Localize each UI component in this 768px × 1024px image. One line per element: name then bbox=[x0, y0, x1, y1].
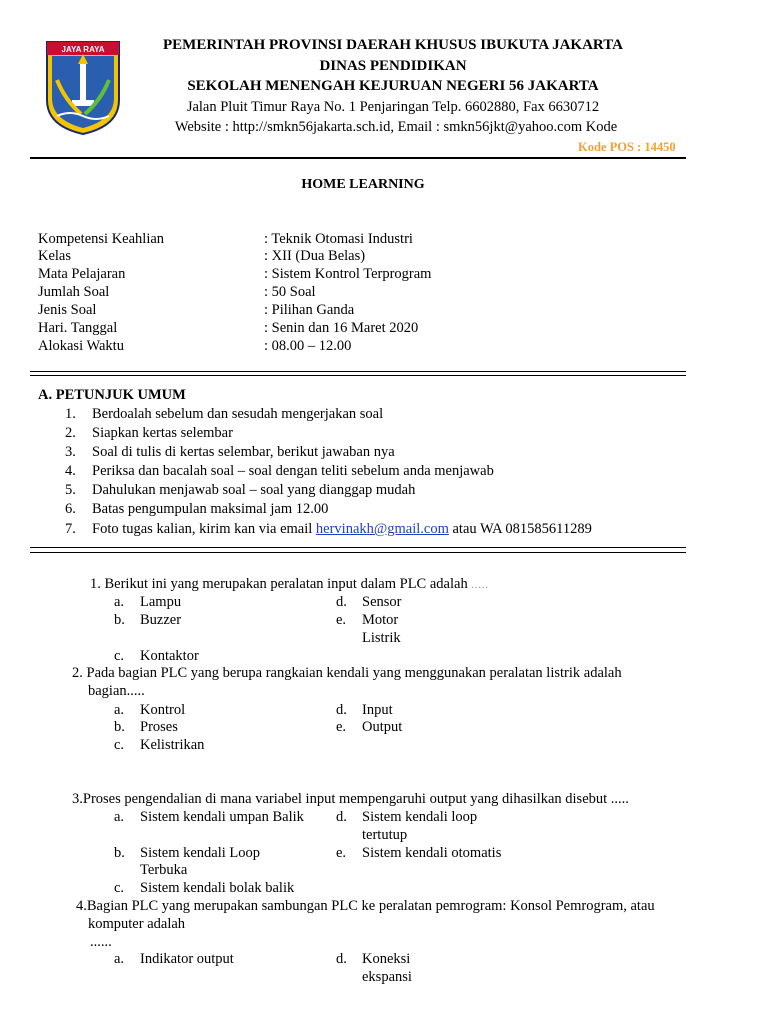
option-text: Kelistrikan bbox=[140, 737, 205, 753]
header-divider bbox=[30, 157, 686, 159]
option-letter: d. bbox=[336, 702, 347, 718]
question-stem-cont: bagian..... bbox=[88, 683, 145, 699]
option-text-cont: Terbuka bbox=[140, 862, 188, 878]
option-text-cont: Listrik bbox=[362, 630, 401, 646]
info-label: Alokasi Waktu bbox=[38, 338, 124, 354]
option-letter: b. bbox=[114, 845, 125, 861]
list-number: 5. bbox=[65, 482, 76, 498]
option-letter: c. bbox=[114, 648, 125, 664]
list-item: Batas pengumpulan maksimal jam 12.00 bbox=[92, 501, 329, 517]
option-text: Sensor bbox=[362, 594, 402, 610]
info-value: : Sistem Kontrol Terprogram bbox=[264, 266, 432, 282]
option-text: Motor bbox=[362, 612, 399, 628]
info-label: Mata Pelajaran bbox=[38, 266, 126, 282]
list-item: Periksa dan bacalah soal – soal dengan teliti sebelum anda menjawab bbox=[92, 463, 494, 479]
info-divider-2 bbox=[30, 375, 686, 376]
question-stem-cont: komputer adalah bbox=[88, 916, 186, 932]
info-label: Kompetensi Keahlian bbox=[38, 231, 165, 247]
option-letter: b. bbox=[114, 612, 125, 628]
header-address: Jalan Pluit Timur Raya No. 1 Penjaringan Telp. 6602880, Fax 6630712 bbox=[186, 99, 600, 115]
question-stem bbox=[90, 576, 489, 593]
list-item: Soal di tulis di kertas selembar, berikut jawaban nya bbox=[92, 444, 395, 460]
option-letter: d. bbox=[336, 809, 347, 825]
option-letter: e. bbox=[336, 719, 347, 735]
wa-text: atau WA 081585611289 bbox=[448, 521, 592, 537]
jakarta-logo bbox=[45, 40, 121, 136]
info-label: Jumlah Soal bbox=[38, 284, 110, 300]
page-title: HOME LEARNING bbox=[301, 177, 425, 192]
option-letter: a. bbox=[114, 594, 125, 610]
header-line-1: PEMERINTAH PROVINSI DAERAH KHUSUS IBUKUTA JAKARTA bbox=[163, 37, 623, 53]
email-link[interactable]: hervinakh@gmail.com bbox=[315, 521, 449, 537]
option-text: Output bbox=[362, 719, 403, 735]
option-text: Kontrol bbox=[140, 702, 186, 718]
option-letter: a. bbox=[114, 702, 125, 718]
header-line-2: DINAS PENDIDIKAN bbox=[319, 58, 467, 74]
option-text: Koneksi bbox=[362, 951, 411, 967]
option-letter: a. bbox=[114, 951, 125, 967]
option-text: Sistem kendali Loop bbox=[140, 845, 261, 861]
info-value: : 50 Soal bbox=[264, 284, 316, 300]
list-item: Dahulukan menjawab soal – soal yang dianggap mudah bbox=[92, 482, 416, 498]
option-letter: d. bbox=[336, 951, 347, 967]
info-value: : 08.00 – 12.00 bbox=[264, 338, 352, 354]
header-line-3: SEKOLAH MENENGAH KEJURUAN NEGERI 56 JAKARTA bbox=[187, 78, 599, 94]
section-divider-1 bbox=[30, 547, 686, 548]
kode-pos: Kode POS : 14450 bbox=[578, 140, 676, 154]
header-website: Website : http://smkn56jakarta.sch.id, Email : smkn56jkt@yahoo.com Kode bbox=[174, 119, 618, 135]
section-divider-2 bbox=[30, 552, 686, 553]
option-text: Buzzer bbox=[140, 612, 182, 628]
question-stem: 2. Pada bagian PLC yang berupa rangkaian kendali yang menggunakan peralatan listrik adalah bbox=[72, 665, 622, 681]
info-value: : Pilihan Ganda bbox=[264, 302, 355, 318]
option-letter: c. bbox=[114, 880, 125, 896]
instructions-heading: A. PETUNJUK UMUM bbox=[38, 387, 186, 403]
option-text: Sistem kendali otomatis bbox=[362, 845, 502, 861]
info-label: Jenis Soal bbox=[38, 302, 97, 318]
info-divider-1 bbox=[30, 371, 686, 372]
list-number: 6. bbox=[65, 501, 76, 517]
info-label: Hari. Tanggal bbox=[38, 320, 118, 336]
option-text: Proses bbox=[140, 719, 178, 735]
list-item: Berdoalah sebelum dan sesudah mengerjakan soal bbox=[92, 406, 384, 422]
question-stem: 3.Proses pengendalian di mana variabel input mempengaruhi output yang dihasilkan disebut ..... bbox=[72, 791, 629, 807]
list-number: 7. bbox=[65, 521, 76, 537]
option-letter: a. bbox=[114, 809, 125, 825]
option-text: Sistem kendali bolak balik bbox=[140, 880, 295, 896]
option-text-cont: tertutup bbox=[362, 827, 408, 843]
option-text: Input bbox=[362, 702, 393, 718]
option-letter: d. bbox=[336, 594, 347, 610]
option-text: Kontaktor bbox=[140, 648, 199, 664]
list-number: 3. bbox=[65, 444, 76, 460]
option-letter: e. bbox=[336, 845, 347, 861]
info-value: : XII (Dua Belas) bbox=[264, 248, 366, 264]
option-text: Sistem kendali loop bbox=[362, 809, 478, 825]
info-value: : Senin dan 16 Maret 2020 bbox=[264, 320, 419, 336]
list-number: 1. bbox=[65, 406, 76, 422]
list-item bbox=[92, 521, 592, 538]
question-dots: ...... bbox=[90, 934, 112, 950]
question-dots: ..... bbox=[471, 580, 489, 591]
question-text: 1. Berikut ini yang merupakan peralatan input dalam PLC adalah bbox=[90, 576, 468, 592]
option-letter: b. bbox=[114, 719, 125, 735]
option-letter: e. bbox=[336, 612, 347, 628]
info-value: : Teknik Otomasi Industri bbox=[264, 231, 413, 247]
option-letter: c. bbox=[114, 737, 125, 753]
info-label: Kelas bbox=[38, 248, 72, 264]
logo-text: JAYA RAYA bbox=[61, 45, 105, 54]
option-text-cont: ekspansi bbox=[362, 969, 412, 985]
list-number: 2. bbox=[65, 425, 76, 441]
list-item-text: Foto tugas kalian, kirim kan via email bbox=[92, 521, 316, 537]
option-text: Indikator output bbox=[140, 951, 234, 967]
list-item: Siapkan kertas selembar bbox=[92, 425, 233, 441]
option-text: Sistem kendali umpan Balik bbox=[140, 809, 304, 825]
option-text: Lampu bbox=[140, 594, 182, 610]
question-stem: 4.Bagian PLC yang merupakan sambungan PLC ke peralatan pemrogram: Konsol Pemrogram, atau bbox=[76, 898, 655, 914]
list-number: 4. bbox=[65, 463, 76, 479]
